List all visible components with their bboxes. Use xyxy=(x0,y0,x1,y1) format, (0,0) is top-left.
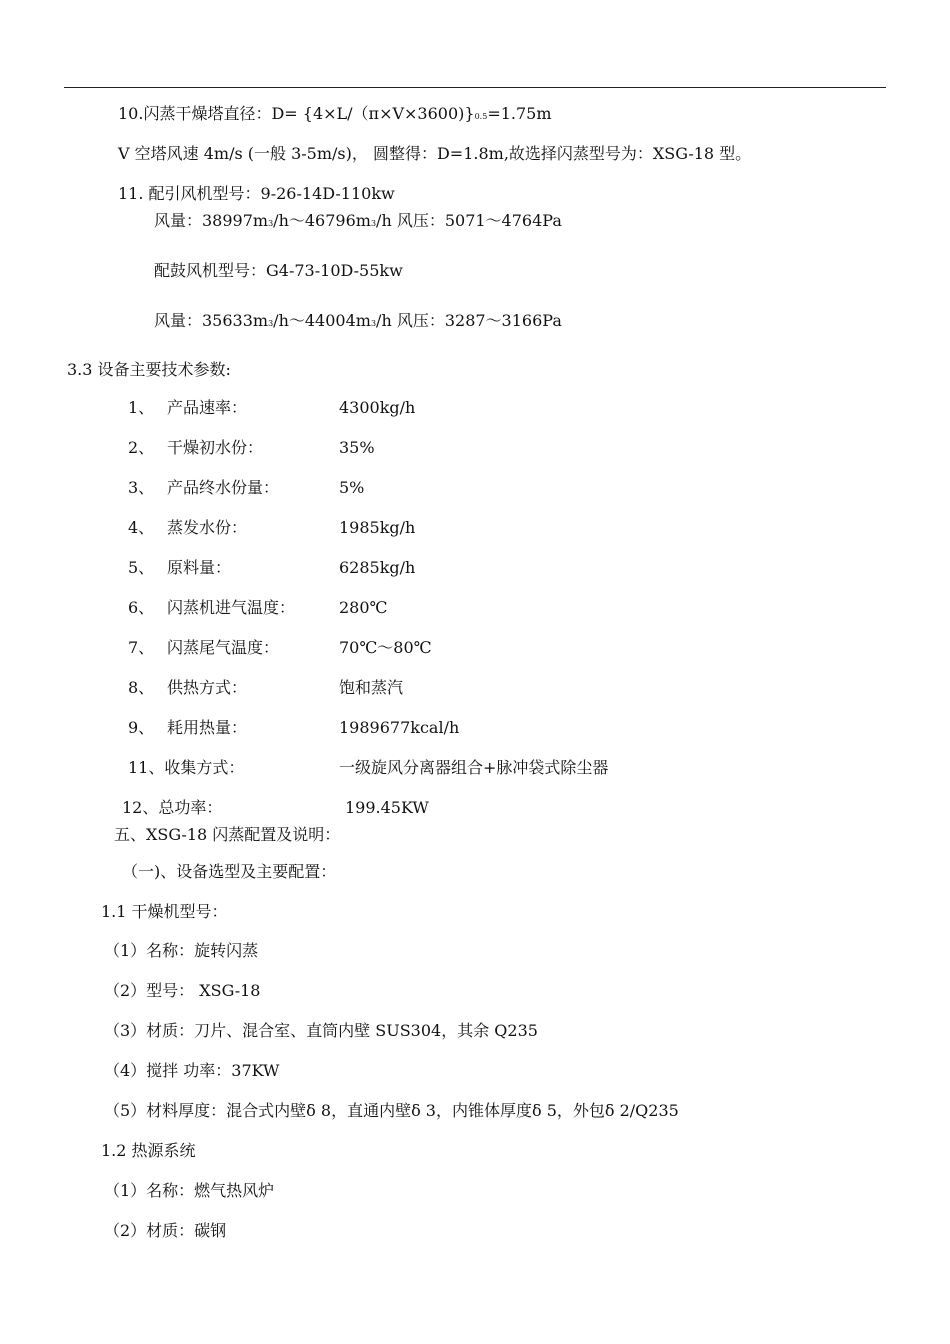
blower-model-line: 配鼓风机型号：G4-73-10D-55kw xyxy=(154,261,403,280)
fan2-sub-1: 3 xyxy=(268,319,274,328)
item10-text: 10.闪蒸干燥塔直径：D= {4×L/（π×V×3600)} xyxy=(118,104,475,123)
fan1-sub-2: 3 xyxy=(370,219,377,228)
param-label: 11、收集方式： xyxy=(128,758,245,777)
param-num: 7、 xyxy=(128,638,155,657)
heat-item: （2）材质：碳钢 xyxy=(104,1221,227,1240)
total-power-label: 12、总功率： xyxy=(122,798,223,817)
fan2-flow-a: 风量：35633m xyxy=(154,311,269,330)
param-num: 3、 xyxy=(128,478,155,497)
param-value: 1985kg/h xyxy=(339,518,416,537)
item10-exponent: 0.5 xyxy=(474,112,488,121)
section5-title: 五、XSG-18 闪蒸配置及说明： xyxy=(114,825,341,844)
dryer-item: （3）材质：刀片、混合室、直筒内壁 SUS304，其余 Q235 xyxy=(104,1021,538,1040)
param-value: 35% xyxy=(339,438,375,457)
param-label: 闪蒸尾气温度： xyxy=(167,638,280,657)
fan2-flow-line xyxy=(154,311,562,334)
param-label: 原料量： xyxy=(167,558,232,577)
params-heading: 3.3 设备主要技术参数: xyxy=(67,360,231,379)
param-value: 饱和蒸汽 xyxy=(339,678,404,697)
fan1-flow-b: /h～46796m xyxy=(273,211,371,230)
param-label: 干燥初水份： xyxy=(167,438,264,457)
param-num: 6、 xyxy=(128,598,155,617)
dryer-heading: 1.1 干燥机型号： xyxy=(101,902,228,921)
fan1-flow-a: 风量：38997m xyxy=(154,211,269,230)
param-label: 产品终水份量： xyxy=(167,478,280,497)
fan1-flow-c: /h 风压：5071～4764Pa xyxy=(376,211,562,230)
fan1-flow-line xyxy=(154,211,562,234)
param-value: 一级旋风分离器组合+脉冲袋式除尘器 xyxy=(339,758,609,777)
param-value: 70℃～80℃ xyxy=(339,638,432,657)
param-label: 耗用热量： xyxy=(167,718,248,737)
param-num: 8、 xyxy=(128,678,155,697)
param-value: 280℃ xyxy=(339,598,388,617)
dryer-item: （5）材料厚度：混合式内壁δ 8，直通内壁δ 3，内锥体厚度δ 5，外包δ 2/Q235 xyxy=(104,1101,679,1120)
fan1-sub-1: 3 xyxy=(268,219,274,228)
param-num: 9、 xyxy=(128,718,155,737)
config-title: （一)、设备选型及主要配置： xyxy=(122,862,337,881)
dryer-item: （2）型号： XSG-18 xyxy=(104,981,261,1000)
param-label: 供热方式： xyxy=(167,678,248,697)
item11-line: 11. 配引风机型号：9-26-14D-110kw xyxy=(118,184,395,203)
param-num: 2、 xyxy=(128,438,155,457)
param-num: 4、 xyxy=(128,518,155,537)
dryer-item: （4）搅拌 功率：37KW xyxy=(104,1061,280,1080)
param-value: 5% xyxy=(339,478,365,497)
param-label: 蒸发水份： xyxy=(167,518,248,537)
total-power-value: 199.45KW xyxy=(345,798,429,817)
param-label: 闪蒸机进气温度： xyxy=(167,598,296,617)
param-label: 产品速率： xyxy=(167,398,248,417)
header-rule xyxy=(64,87,886,88)
param-value: 6285kg/h xyxy=(339,558,416,577)
item10-line xyxy=(118,104,552,127)
param-value: 4300kg/h xyxy=(339,398,416,417)
param-num: 1、 xyxy=(128,398,155,417)
fan2-flow-b: /h～44004m xyxy=(273,311,371,330)
heat-item: （1）名称：燃气热风炉 xyxy=(104,1181,275,1200)
fan2-flow-c: /h 风压：3287～3166Pa xyxy=(376,311,562,330)
heat-heading: 1.2 热源系统 xyxy=(101,1141,196,1160)
param-value: 1989677kcal/h xyxy=(339,718,460,737)
dryer-item: （1）名称：旋转闪蒸 xyxy=(104,941,259,960)
fan2-sub-2: 3 xyxy=(370,319,377,328)
v-speed-line: V 空塔风速 4m/s (一般 3-5m/s)， 圆整得：D=1.8m,故选择闪蒸型号为：XSG-18 型。 xyxy=(118,144,752,163)
item10-result: =1.75m xyxy=(487,104,552,123)
param-num: 5、 xyxy=(128,558,155,577)
